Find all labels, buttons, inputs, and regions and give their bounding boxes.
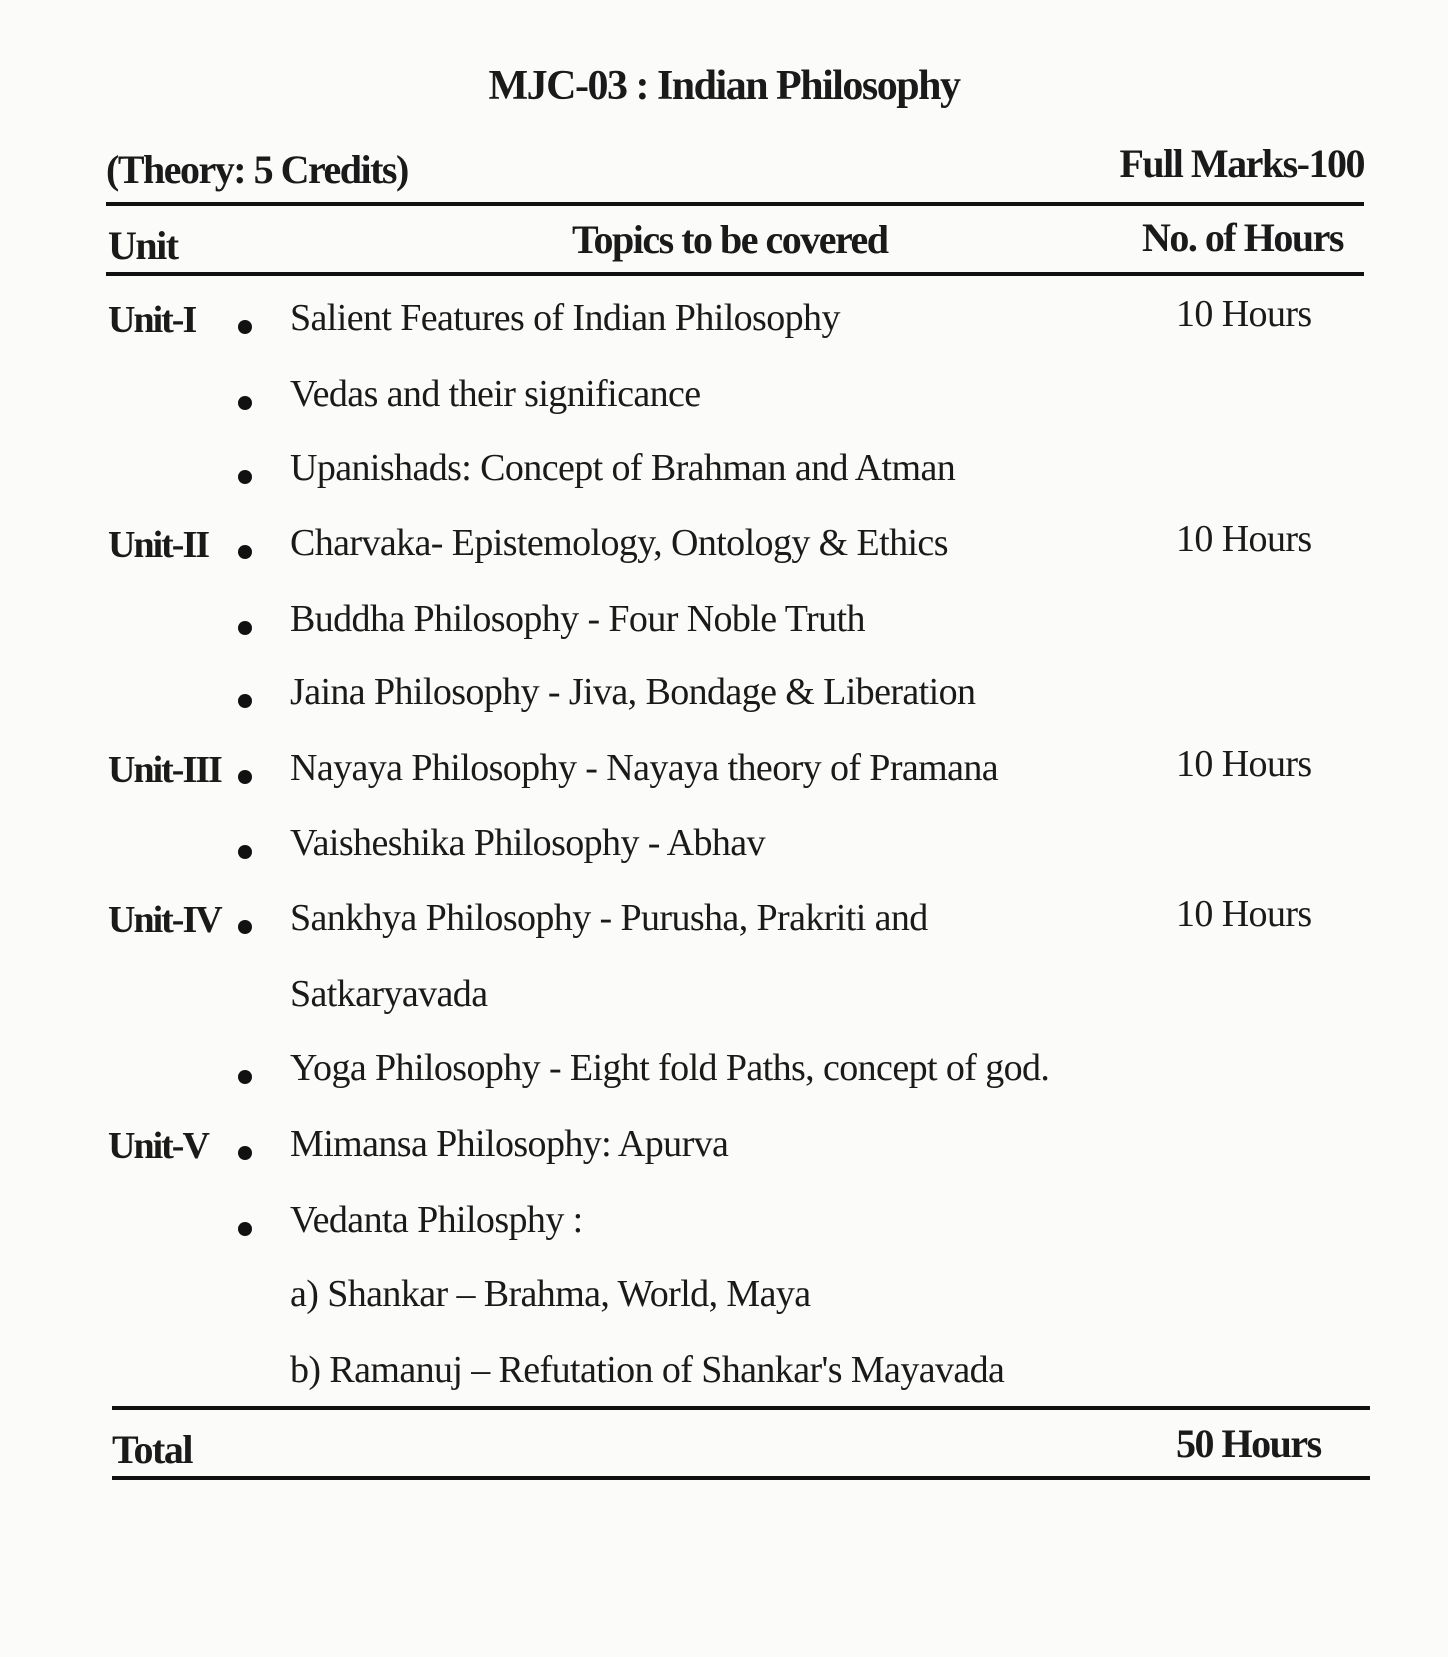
table-row xyxy=(0,670,1448,730)
topic-text: Satkaryavada xyxy=(290,973,488,1015)
topic-text: Vedas and their significance xyxy=(290,373,701,415)
table-row xyxy=(0,1272,1448,1332)
rule-header-bottom xyxy=(106,272,1364,276)
table-row xyxy=(0,1122,1448,1182)
table-row xyxy=(0,446,1448,506)
bullet-icon xyxy=(238,470,252,484)
rule-top xyxy=(106,202,1364,206)
table-row xyxy=(0,893,1448,956)
table-row xyxy=(0,1198,1448,1258)
bullet-icon xyxy=(238,1222,252,1236)
table-row xyxy=(0,821,1448,881)
unit-label: Unit-IV xyxy=(108,899,221,941)
hours-value: 10 Hours xyxy=(1176,518,1312,560)
topic-text: Mimansa Philosophy: Apurva xyxy=(290,1123,729,1165)
header-unit: Unit xyxy=(108,223,178,268)
bullet-icon xyxy=(238,1146,252,1160)
full-marks: Full Marks-100 xyxy=(1119,141,1364,186)
table-row xyxy=(0,372,1448,432)
header-topics: Topics to be covered xyxy=(572,217,888,262)
bullet-icon xyxy=(238,545,252,559)
bullet-icon xyxy=(238,1070,252,1084)
table-row xyxy=(0,1348,1448,1408)
hours-value: 10 Hours xyxy=(1176,893,1312,935)
topic-text: Vaisheshika Philosophy - Abhav xyxy=(290,822,765,864)
table-row xyxy=(0,293,1448,356)
theory-credits: (Theory: 5 Credits) xyxy=(106,147,408,192)
bullet-icon xyxy=(238,920,252,934)
topic-text: Vedanta Philosphy : xyxy=(290,1199,583,1241)
topic-text: Salient Features of Indian Philosophy xyxy=(290,297,840,339)
topic-text: a) Shankar – Brahma, World, Maya xyxy=(290,1273,811,1315)
unit-label: Unit-V xyxy=(108,1125,208,1167)
unit-label: Unit-III xyxy=(108,749,221,791)
bullet-icon xyxy=(238,845,252,859)
hours-value: 10 Hours xyxy=(1176,293,1312,335)
table-row xyxy=(0,597,1448,657)
bullet-icon xyxy=(238,320,252,334)
total-label: Total xyxy=(112,1427,192,1472)
table-row xyxy=(0,518,1448,581)
topic-text: Sankhya Philosophy - Purusha, Prakriti and xyxy=(290,897,928,939)
unit-label: Unit-II xyxy=(108,524,209,566)
topic-text: Nayaya Philosophy - Nayaya theory of Pramana xyxy=(290,747,999,789)
bullet-icon xyxy=(238,770,252,784)
table-row xyxy=(0,1046,1448,1106)
bullet-icon xyxy=(238,694,252,708)
unit-label: Unit-I xyxy=(108,299,196,341)
header-hours: No. of Hours xyxy=(1142,215,1343,260)
rule-total-top xyxy=(112,1406,1370,1410)
topic-text: Jaina Philosophy - Jiva, Bondage & Liberation xyxy=(290,671,976,713)
bullet-icon xyxy=(238,396,252,410)
topic-text: Buddha Philosophy - Four Noble Truth xyxy=(290,598,865,640)
table-row xyxy=(0,972,1448,1032)
rule-bottom xyxy=(112,1476,1370,1480)
page-title: MJC-03 : Indian Philosophy xyxy=(488,63,960,109)
topic-text: Charvaka- Epistemology, Ontology & Ethics xyxy=(290,522,948,564)
bullet-icon xyxy=(238,621,252,635)
topic-text: b) Ramanuj – Refutation of Shankar's Mayavada xyxy=(290,1349,1005,1391)
hours-value: 10 Hours xyxy=(1176,743,1312,785)
topic-text: Yoga Philosophy - Eight fold Paths, concept of god. xyxy=(290,1047,1050,1089)
table-row xyxy=(0,743,1448,806)
topic-text: Upanishads: Concept of Brahman and Atman xyxy=(290,447,956,489)
total-hours: 50 Hours xyxy=(1176,1421,1321,1466)
